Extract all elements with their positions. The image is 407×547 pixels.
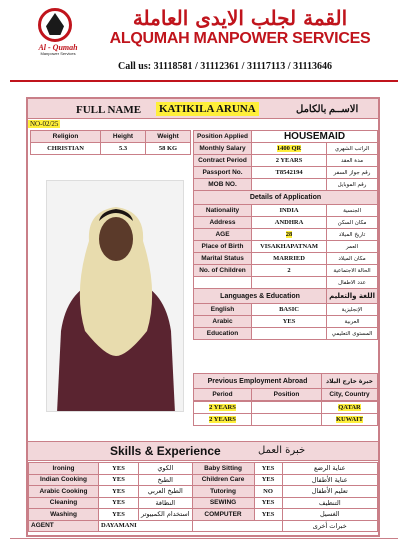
skill-value: NO bbox=[254, 486, 282, 498]
detail-arabic: الحالة الاجتماعية bbox=[327, 265, 378, 277]
contract-label: Contract Period bbox=[194, 155, 252, 167]
candidate-photo bbox=[46, 180, 184, 412]
skill-arabic: التنظيف bbox=[282, 497, 377, 509]
skill-value: YES bbox=[254, 463, 282, 475]
skill-label: Baby Sitting bbox=[192, 463, 254, 475]
language-arabic: المستوى التعليمي bbox=[327, 328, 378, 340]
height-header: Height bbox=[101, 131, 146, 143]
religion-value: CHRISTIAN bbox=[31, 143, 101, 155]
age-value: 28 bbox=[285, 231, 293, 238]
skill-value: YES bbox=[254, 497, 282, 509]
skills-title: Skills & Experience bbox=[110, 444, 221, 458]
skill-arabic: النظافة bbox=[139, 497, 193, 509]
detail-arabic: تاريخ الميلاد bbox=[327, 229, 378, 241]
footer-divider bbox=[10, 538, 398, 539]
skill-arabic: تعليم الأطفال bbox=[282, 486, 377, 498]
employment-position bbox=[252, 402, 322, 414]
skill-value: YES bbox=[99, 497, 139, 509]
detail-value: MARRIED bbox=[252, 253, 327, 265]
skill-value: YES bbox=[99, 463, 139, 475]
contract-label: MOB NO. bbox=[194, 179, 252, 191]
employment-table bbox=[193, 373, 378, 401]
agent-arabic: خبرات أخرى bbox=[282, 520, 377, 532]
employment-section-title: Previous Employment Abroad bbox=[194, 374, 322, 389]
detail-label: Marital Status bbox=[194, 253, 252, 265]
details-section-title: Details of Application bbox=[194, 191, 378, 205]
contract-arabic: مدة العقد bbox=[327, 155, 378, 167]
detail-value: ANDHRA bbox=[252, 217, 327, 229]
header-divider bbox=[10, 80, 398, 82]
detail-value bbox=[252, 277, 327, 289]
skill-arabic: عناية الأطفال bbox=[282, 474, 377, 486]
skills-title-arabic: خبرة العمل bbox=[258, 445, 306, 456]
language-arabic: العربية bbox=[327, 316, 378, 328]
contract-arabic: الراتب الشهري bbox=[327, 143, 378, 155]
detail-arabic: عدد الاطفال bbox=[327, 277, 378, 289]
skill-value: YES bbox=[254, 474, 282, 486]
skill-label: Cleaning bbox=[29, 497, 99, 509]
employment-country: QATAR bbox=[338, 404, 361, 411]
language-value bbox=[252, 328, 327, 340]
call-us-line: Call us: 31118581 / 31112361 / 31117113 / 31113646 bbox=[118, 61, 332, 72]
skill-label: SEWING bbox=[192, 497, 254, 509]
contract-label: Passport No. bbox=[194, 167, 252, 179]
skill-value: YES bbox=[99, 486, 139, 498]
agent-label: AGENT bbox=[29, 520, 99, 532]
skill-arabic: الطبخ bbox=[139, 474, 193, 486]
language-value: YES bbox=[252, 316, 327, 328]
detail-arabic: الجنسية bbox=[327, 205, 378, 217]
skill-value: YES bbox=[99, 509, 139, 521]
candidate-photo-illustration bbox=[47, 181, 184, 412]
logo-subtitle: Manpower Services bbox=[40, 51, 76, 56]
company-name-english: ALQUMAH MANPOWER SERVICES bbox=[109, 30, 371, 47]
religion-header: Religion bbox=[31, 131, 101, 143]
agent-empty-cell bbox=[192, 520, 282, 532]
personal-basics-table bbox=[30, 130, 191, 155]
skill-arabic: الطبخ العربي bbox=[139, 486, 193, 498]
skills-table bbox=[28, 462, 378, 532]
detail-label: Place of Birth bbox=[194, 241, 252, 253]
skill-arabic: عناية الرضع bbox=[282, 463, 377, 475]
languages-section-title: Languages & Education bbox=[194, 289, 327, 304]
full-name-value: KATIKILA ARUNA bbox=[156, 102, 259, 116]
detail-label: AGE bbox=[194, 229, 252, 241]
skill-label: Children Care bbox=[192, 474, 254, 486]
detail-label: No. of Children bbox=[194, 265, 252, 277]
employment-rows bbox=[193, 401, 378, 426]
detail-label: Nationality bbox=[194, 205, 252, 217]
detail-arabic: مكان الميلاد bbox=[327, 253, 378, 265]
monthly-salary-value: 1400 QR bbox=[276, 145, 302, 152]
detail-value: INDIA bbox=[252, 205, 327, 217]
skill-value: YES bbox=[99, 474, 139, 486]
skill-label: Indian Cooking bbox=[29, 474, 99, 486]
language-arabic: الإنجليزية bbox=[327, 304, 378, 316]
languages-section-title-arabic: اللغة والتعليم bbox=[327, 289, 378, 304]
skill-value: YES bbox=[254, 509, 282, 521]
agent-value: DAYAMANI bbox=[99, 520, 193, 532]
country-header: City, Country bbox=[322, 389, 378, 401]
height-value: 5.3 bbox=[101, 143, 146, 155]
language-label: Arabic bbox=[194, 316, 252, 328]
company-name-arabic: القمة لجلب الايدى العاملة bbox=[132, 6, 348, 30]
position-header: Position bbox=[252, 389, 322, 401]
skill-label: COMPUTER bbox=[192, 509, 254, 521]
detail-label: Address bbox=[194, 217, 252, 229]
weight-header: Weight bbox=[146, 131, 191, 143]
employment-position bbox=[252, 414, 322, 426]
detail-arabic: العمر bbox=[327, 241, 378, 253]
passport-no-value: T8542194 bbox=[252, 167, 327, 179]
detail-value: 2 bbox=[252, 265, 327, 277]
employment-country: KUWAIT bbox=[335, 416, 364, 423]
position-applied-value: HOUSEMAID bbox=[252, 131, 378, 143]
detail-label bbox=[194, 277, 252, 289]
skill-label: Tutoring bbox=[192, 486, 254, 498]
language-label: Education bbox=[194, 328, 252, 340]
skill-label: Ironing bbox=[29, 463, 99, 475]
skill-arabic: استخدام الكمبيوتر bbox=[139, 509, 193, 521]
skill-arabic: الغسيل bbox=[282, 509, 377, 521]
period-header: Period bbox=[194, 389, 252, 401]
reference-number: NO-02/25 bbox=[30, 120, 59, 128]
full-name-arabic-label: الاســم بالكامل bbox=[296, 104, 359, 115]
detail-value: VISAKHAPATNAM bbox=[252, 241, 327, 253]
language-label: English bbox=[194, 304, 252, 316]
position-applied-label: Position Applied bbox=[194, 131, 252, 143]
detail-arabic: مكان السكن bbox=[327, 217, 378, 229]
weight-value: 58 KG bbox=[146, 143, 191, 155]
contract-arabic: رقم الموبايل bbox=[327, 179, 378, 191]
application-details-table bbox=[193, 130, 378, 340]
logo-name: Al - Qumah bbox=[38, 43, 78, 52]
contract-arabic: رقم جواز السفر bbox=[327, 167, 378, 179]
full-name-label: FULL NAME bbox=[76, 104, 142, 116]
skill-arabic: الكوي bbox=[139, 463, 193, 475]
mob-no-value bbox=[252, 179, 327, 191]
skill-label: Arabic Cooking bbox=[29, 486, 99, 498]
contract-label: Monthly Salary bbox=[194, 143, 252, 155]
skill-label: Washing bbox=[29, 509, 99, 521]
language-value: BASIC bbox=[252, 304, 327, 316]
employment-period: 2 YEARS bbox=[209, 404, 236, 411]
employment-period: 2 YEARS bbox=[209, 416, 236, 423]
contract-period-value: 2 YEARS bbox=[252, 155, 327, 167]
employment-section-title-arabic: خبرة خارج البلاد bbox=[322, 374, 378, 389]
